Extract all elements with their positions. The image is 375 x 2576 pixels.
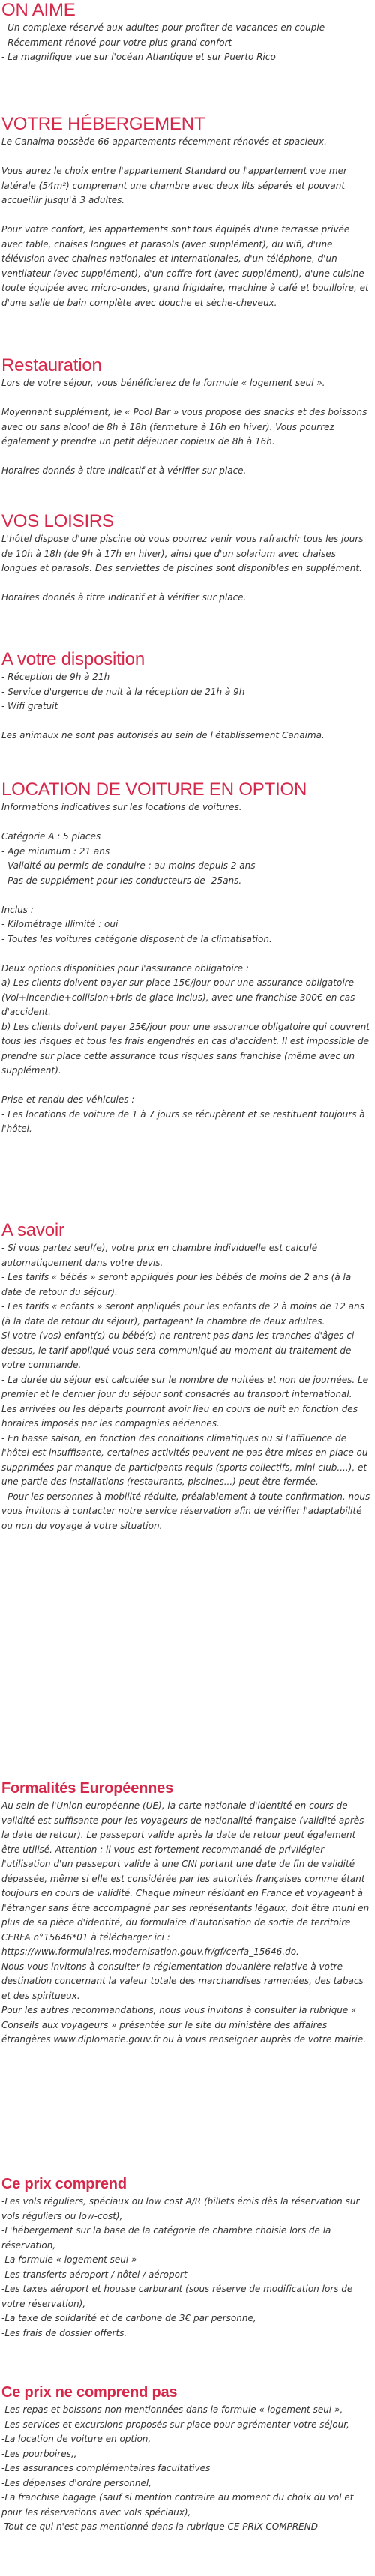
section-title-prix-comprend: Ce prix comprend — [2, 2176, 127, 2192]
list-item: -La taxe de solidarité et de carbone de 3€ par personne, — [2, 2313, 256, 2323]
section-title-prix-ne-comprend: Ce prix ne comprend pas — [2, 2384, 178, 2401]
list-item: - Age minimum : 21 ans — [2, 845, 110, 857]
section-title-on-aime: ON AIME — [2, 0, 76, 20]
list-item: - Wifi gratuit — [2, 701, 58, 711]
paragraph: Le Canaima possède 66 appartements récemment rénovés et spacieux. — [2, 136, 327, 147]
paragraph: Informations indicatives sur les locations de voitures. — [2, 802, 242, 812]
paragraph: Nous vous invitons à consulter la réglementation douanière relative à votre destination concernant la valeur totale des marchandises ramenées, des tabacs et des spiritueux. — [2, 1961, 364, 2001]
subheading: Deux options disponibles pour l'assurance obligatoire : — [2, 962, 249, 974]
paragraph: Horaires donnés à titre indicatif et à vérifier sur place. — [2, 592, 247, 603]
list-item: - La magnifique vue sur l'océan Atlantique et sur Puerto Rico — [2, 52, 276, 62]
paragraph: Horaires donnés à titre indicatif et à vérifier sur place. — [2, 465, 247, 476]
list-item: -Les pourboires,, — [2, 2448, 77, 2459]
paragraph: Lors de votre séjour, vous bénéficierez de la formule « logement seul ». — [2, 378, 326, 388]
list-item: -Tout ce qui n'est pas mentionné dans la rubrique CE PRIX COMPREND — [2, 2521, 318, 2532]
section-location — [2, 779, 374, 1137]
paragraph: Pour les autres recommandations, nous vous invitons à consulter la rubrique « Conseils aux voyageurs » présentée sur le site du ministère des affaires étrangères www.diplomatie.gouv.fr ou à vous renseigner auprès de votre mairie. — [2, 2005, 367, 2045]
list-item: -Les repas et boissons non mentionnées dans la formule « logement seul », — [2, 2404, 344, 2415]
section-title-disposition: A votre disposition — [2, 649, 145, 669]
list-item: - Toutes les voitures catégorie disposent de la climatisation. — [2, 933, 272, 944]
section-restauration — [2, 355, 374, 479]
section-title-loisirs: VOS LOISIRS — [2, 511, 114, 531]
paragraph: Les animaux ne sont pas autorisés au sein de l'établissement Canaima. — [2, 730, 325, 740]
list-item: - Réception de 9h à 21h — [2, 672, 110, 682]
list-item: - Les tarifs « enfants » seront appliqués pour les enfants de 2 à moins de 12 ans (à la date de retour du séjour), partageant la chambre de deux adultes. — [2, 1301, 364, 1327]
list-item: -Les assurances complémentaires facultatives — [2, 2463, 211, 2473]
section-prix-comprend — [2, 2174, 374, 2341]
list-item: - Validité du permis de conduire : au moins depuis 2 ans — [2, 860, 256, 871]
list-item: Les arrivées ou les départs pourront avoir lieu en cours de nuit en fonction des horaires imposés par les compagnies aériennes. — [2, 1403, 358, 1429]
list-item: - Pour les personnes à mobilité réduite, préalablement à toute confirmation, nous vous invitons à contacter notre service réservation afin de vérifier l'adaptabilité ou non du voyage à votre situation. — [2, 1491, 370, 1531]
section-title-location: LOCATION DE VOITURE EN OPTION — [2, 779, 308, 800]
list-item: - Si vous partez seul(e), votre prix en chambre individuelle est calculé automatiquement dans votre devis. — [2, 1243, 318, 1268]
list-item: - Les tarifs « bébés » seront appliqués pour les bébés de moins de 2 ans (à la date de retour du séjour). — [2, 1272, 352, 1297]
subheading: Prise et rendu des véhicules : — [2, 1094, 135, 1105]
paragraph: Vous aurez le choix entre l'appartement Standard ou l'appartement vue mer latérale (54m²) comprenant une chambre avec deux lits séparés et pouvant accueillir jusqu'à 3 adultes. — [2, 166, 347, 205]
list-item: -Les transferts aéroport / hôtel / aéroport — [2, 2269, 188, 2280]
paragraph: a) Les clients doivent payer sur place 15€/jour pour une assurance obligatoire (Vol+incendie+collision+bris de glace inclus), avec une franchise 300€ en cas d'accident. — [2, 977, 356, 1017]
list-item: - Pas de supplément pour les conducteurs de -25ans. — [2, 875, 242, 886]
list-item: -L'hébergement sur la base de la catégorie de chambre choisie lors de la réservation, — [2, 2225, 332, 2251]
list-item: -Les frais de dossier offerts. — [2, 2327, 128, 2338]
section-title-hebergement: VOTRE HÉBERGEMENT — [2, 114, 206, 134]
paragraph: b) Les clients doivent payer 25€/jour pour une assurance obligatoire qui couvrent tous les risques et tous les frais engendrés en cas d'accident. Il est impossible de prendre sur place cette assurance tous risques sans franchise (même avec un supplément). — [2, 1021, 370, 1076]
section-title-formalites: Formalités Européennes — [2, 1780, 173, 1797]
subheading: Catégorie A : 5 places — [2, 831, 101, 842]
list-item: Si votre (vos) enfant(s) ou bébé(s) ne rentrent pas dans les tranches d'âges ci-dessus, le tarif appliqué vous sera communiqué au moment du traitement de votre commande. — [2, 1330, 358, 1370]
section-savoir — [2, 1220, 374, 1533]
list-item: -Les services et excursions proposés sur place pour agrémenter votre séjour, — [2, 2419, 350, 2430]
list-item: -Les dépenses d'ordre personnel, — [2, 2477, 152, 2488]
list-item: - Les locations de voiture de 1 à 7 jours se récupèrent et se restituent toujours à l'hôtel. — [2, 1108, 365, 1134]
list-item: - En basse saison, en fonction des conditions climatiques ou si l'affluence de l'hôtel est insuffisante, certaines activités peuvent ne pas être mises en place ou supprimées par manque de participants requis (sports collectifs, mini-club....), et une partie des installations (restaurants, piscines...) peut être fermée. — [2, 1432, 368, 1487]
paragraph: Moyennant supplément, le « Pool Bar » vous propose des snacks et des boissons avec ou sans alcool de 8h à 18h (fermeture à 16h en hiver). Vous pourrez également y prendre un petit déjeuner copieux de 8h à 16h. — [2, 407, 368, 447]
section-title-restauration: Restauration — [2, 355, 102, 375]
list-item: -Les taxes aéroport et housse carburant (sous réserve de modification lors de votre réservation), — [2, 2284, 353, 2309]
section-hebergement — [2, 114, 374, 310]
section-title-savoir: A savoir — [2, 1220, 64, 1240]
paragraph: Pour votre confort, les appartements sont tous équipés d'une terrasse privée avec table, chaises longues et parasols (avec supplément), du wifi, d'une télévision avec chaines nationales et internationales, d'un téléphone, d'un ventilateur (avec supplément), d'un coffre-fort (avec supplément), d'une cuisine toute équipée avec micro-ondes, grand frigidaire, machine à café et bouilloire, et d'une salle de bain complète avec douche et sèche-cheveux. — [2, 224, 369, 308]
section-prix-ne-comprend — [2, 2382, 374, 2535]
list-item: - Service d'urgence de nuit à la réception de 21h à 9h — [2, 686, 245, 697]
list-item: - Kilométrage illimité : oui — [2, 919, 118, 929]
list-item: - Récemment rénové pour votre plus grand confort — [2, 37, 232, 48]
list-item: -La franchise bagage (sauf si mention contraire au moment du choix du vol et pour les réservations avec vols spéciaux), — [2, 2492, 354, 2518]
list-item: -La formule « logement seul » — [2, 2254, 137, 2265]
section-loisirs — [2, 511, 374, 606]
list-item: - Un complexe réservé aux adultes pour profiter de vacances en couple — [2, 22, 326, 33]
subheading: Inclus : — [2, 904, 34, 915]
list-item: -La location de voiture en option, — [2, 2434, 152, 2444]
section-on-aime — [2, 0, 374, 65]
paragraph: Au sein de l'Union européenne (UE), la carte nationale d'identité en cours de validité est suffisante pour les voyageurs de nationalité française (validité après la date de retour). Le passeport valide après la date de retour peut également être utilisé. Attention : il vous est fortement recommandé de privilégier l'utilisation d'un passeport valide à une CNI portant une date de fin de validité dépassée, même si elle est considérée par les autorités françaises comme étant toujours en cours de validité. Chaque mineur résidant en France et voyageant à l'étranger sans être accompagné par ses représentants légaux, doit être muni en plus de sa pièce d'identité, du formulaire d'autorisation de sortie de territoire CERFA n°15646*01 à télécharger ici : https://www.formulaires.modernisation.gouv.fr/gf/cerfa_15646.do. — [2, 1800, 370, 1957]
list-item: -Les vols réguliers, spéciaux ou low cost A/R (billets émis dès la réservation sur vols réguliers ou low-cost), — [2, 2196, 360, 2221]
paragraph: L'hôtel dispose d'une piscine où vous pourrez venir vous rafraichir tous les jours de 10h à 18h (de 9h à 17h en hiver), ainsi que d'un solarium avec chaises longues et parasols. Des serviettes de piscines sont disponibles en supplément. — [2, 534, 364, 573]
list-item: - La durée du séjour est calculée sur le nombre de nuitées et non de journées. Le premier et le dernier jour du séjour sont consacrés au transport international. — [2, 1374, 369, 1399]
section-formalites — [2, 1778, 374, 2048]
section-disposition — [2, 649, 374, 743]
